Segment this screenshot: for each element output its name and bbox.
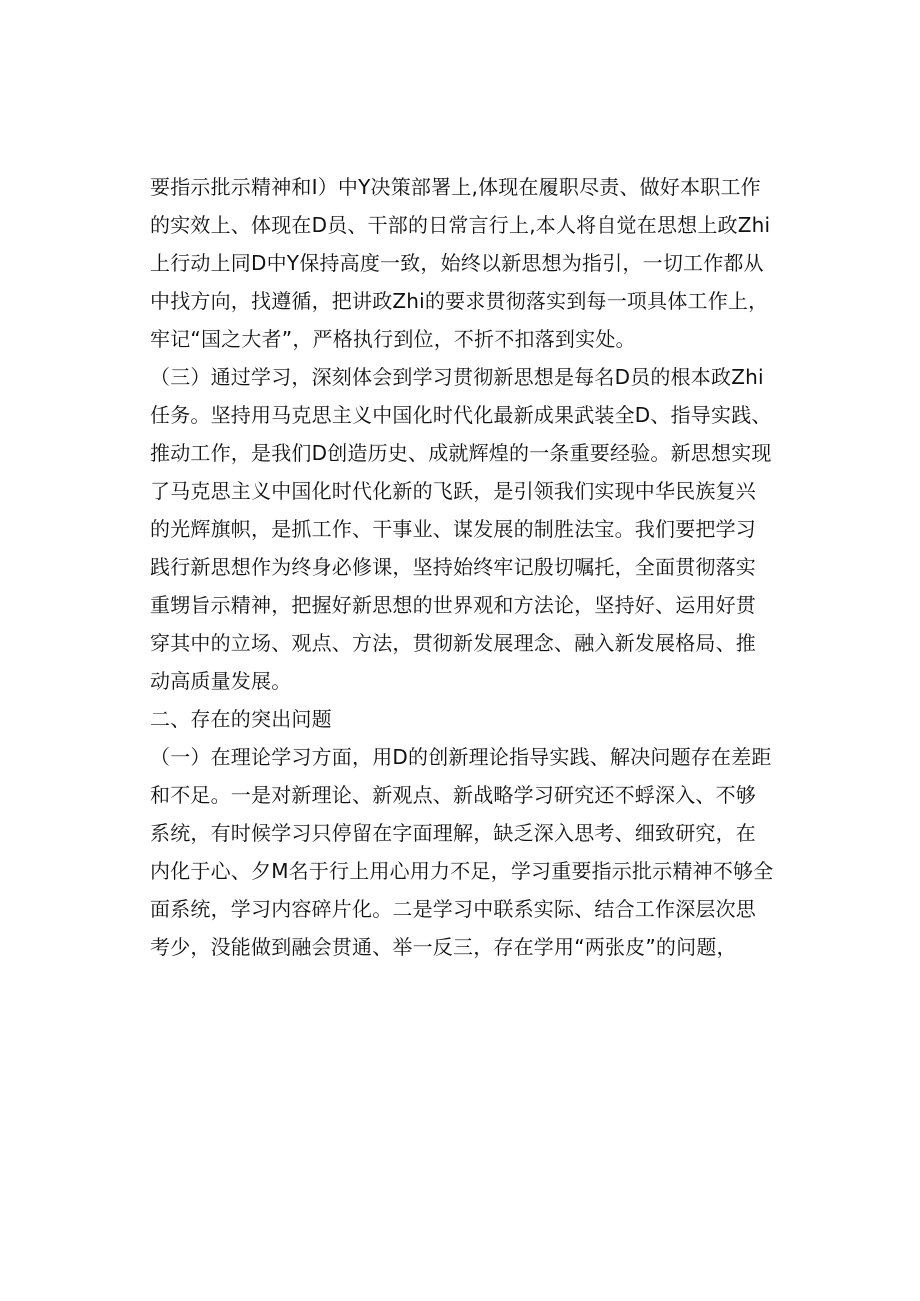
text-line: 了马克思主义中国化时代化新的飞跃，是引领我们实现中华民族复兴 xyxy=(150,479,756,503)
section-heading-1: （一）在理论学习方面，用D的创新理论指导实践、解决问题存在差距 xyxy=(150,745,772,769)
text-line: 重甥旨示精神，把握好新思想的世界观和方法论，坚持好、运用好贯 xyxy=(150,593,756,617)
text-line: 上行动上同D中Y保持高度一致，始终以新思想为指引，一切工作都从 xyxy=(150,251,764,275)
text-line: 的光辉旗帜，是抓工作、干事业、谋发展的制胜法宝。我们要把学习 xyxy=(150,517,756,541)
text-line: 内化于心、夕M名于行上用心用力不足，学习重要指示批示精神不够全 xyxy=(150,859,774,883)
text-line: 推动工作，是我们D创造历史、成就辉煌的一条重要经验。新思想实现 xyxy=(150,441,772,465)
text-line: 任务。坚持用马克思主义中国化时代化最新成果武装全D、指导实践、 xyxy=(150,403,772,427)
text-line: 穿其中的立场、观点、方法，贯彻新发展理念、融入新发展格局、推 xyxy=(150,631,756,655)
text-line: 中找方向，找遵循，把讲政Zhi的要求贯彻落实到每一项具体工作上， xyxy=(150,289,769,313)
section-heading-3: （三）通过学习，深刻体会到学习贯彻新思想是每名D员的根本政Zhi xyxy=(150,365,764,389)
text-line: 的实效上、体现在D员、干部的日常言行上,本人将自觉在思想上政Zhi xyxy=(150,213,771,237)
text-line: 考少，没能做到融会贯通、举一反三，存在学用“两张皮”的问题， xyxy=(150,935,737,959)
section-heading: 二、存在的突出问题 xyxy=(150,707,332,731)
text-line: 践行新思想作为终身必修课，坚持始终牢记殷切嘱托，全面贯彻落实 xyxy=(150,555,756,579)
text-line: 和不足。一是对新理论、新观点、新战略学习研究还不蜉深入、不够 xyxy=(150,783,756,807)
document-body xyxy=(150,168,774,966)
text-line: 要指示批示精神和I）中Y决策部署上,体现在履职尽责、做好本职工作 xyxy=(150,175,761,199)
text-line: 动高质量发展。 xyxy=(150,669,292,693)
text-line: 牢记“国之大者”，严格执行到位，不折不扣落到实处。 xyxy=(150,327,636,351)
text-line: 系统，有时候学习只停留在字面理解，缺乏深入思考、细致研究，在 xyxy=(150,821,756,845)
text-line: 面系统，学习内容碎片化。二是学习中联系实际、结合工作深层次思 xyxy=(150,897,756,921)
